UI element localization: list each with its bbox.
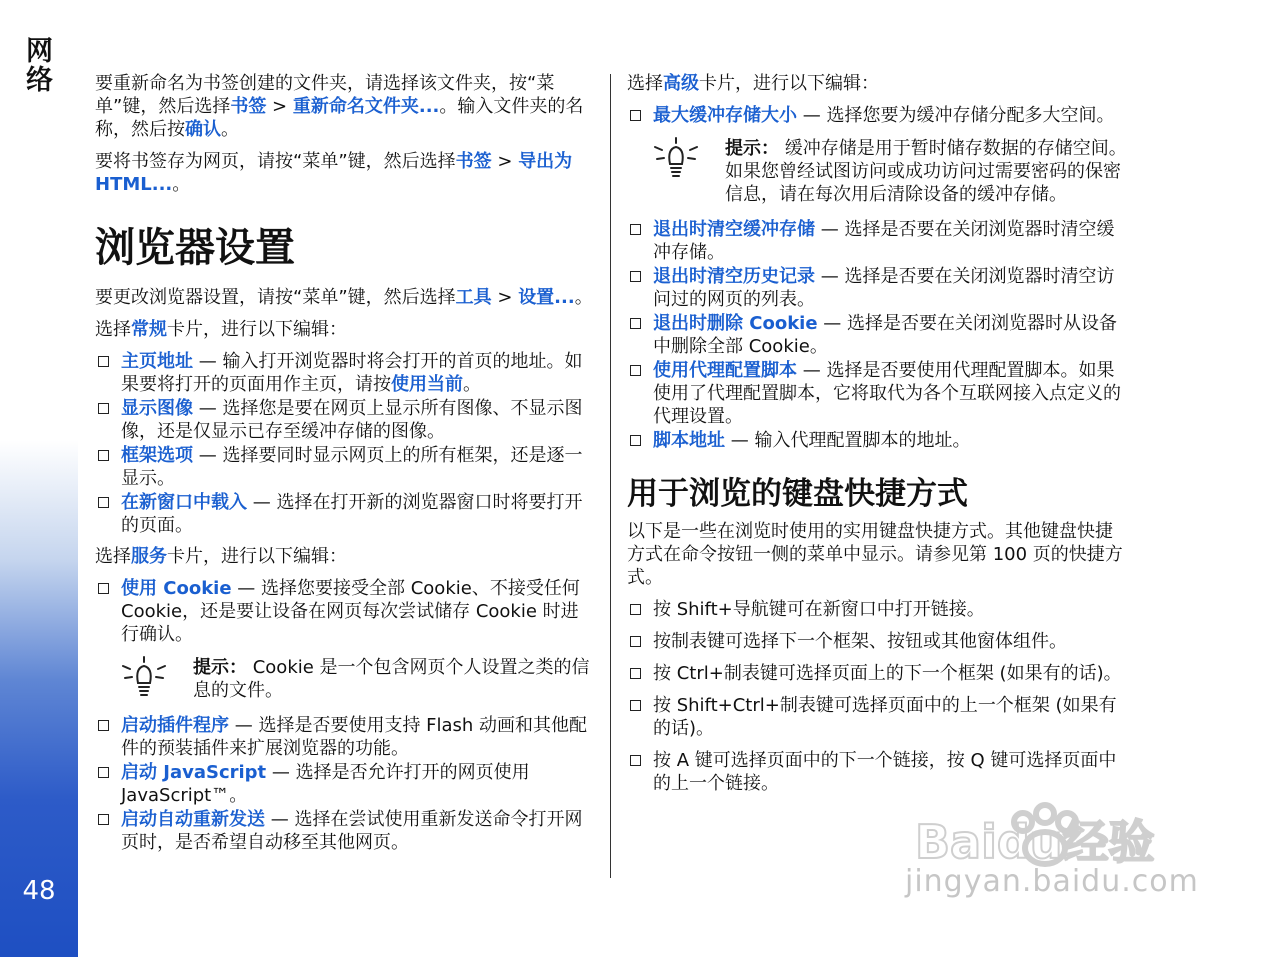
text-run: — 选择是否要使用支持 Flash 动画和其他配件的预装插件来扩展浏览器的功能。	[121, 715, 588, 759]
list-item	[95, 714, 595, 760]
watermark-text: Baidu经验	[915, 815, 1155, 869]
list-item	[95, 577, 595, 646]
text-run: 。	[463, 374, 481, 395]
browser-settings-heading: 浏览器设置	[95, 225, 295, 271]
tip-text: Cookie 是一个包含网页个人设置之类的信息的文件。	[193, 657, 590, 701]
menu-term: 启动插件程序	[121, 715, 229, 736]
text-run: 卡片，进行以下编辑：	[167, 546, 347, 567]
service-tab-paragraph	[95, 545, 595, 568]
text-run: 。	[221, 119, 239, 140]
keyboard-shortcuts-heading: 用于浏览的键盘快捷方式	[627, 476, 968, 512]
shortcut-item: 按制表键可选择下一个框架、按钮或其他窗体组件。	[627, 630, 1127, 653]
text-run: 。	[574, 287, 593, 308]
text-run: — 选择是否要在关闭浏览器时清空缓冲存储。	[653, 219, 1115, 263]
menu-term: 框架选项	[121, 445, 193, 466]
shortcut-item: 按 Shift+Ctrl+制表键可选择页面中的上一个框架 (如果有的话)。	[627, 694, 1127, 740]
text-run: — 选择要同时显示网页上的所有框架，还是逐一显示。	[121, 445, 583, 489]
list-item	[627, 218, 1127, 264]
text-run: 卡片，进行以下编辑：	[699, 73, 879, 94]
text-run: — 选择是否要在关闭浏览器时清空访问过的网页的列表。	[653, 266, 1115, 310]
text-run: — 选择在打开新的浏览器窗口时将要打开的页面。	[121, 492, 583, 536]
text-run: — 选择是否要使用代理配置脚本。如果使用了代理配置脚本，它将取代为各个互联网接入点定义的代理设置。	[653, 360, 1121, 427]
text-run: — 选择在尝试使用重新发送命令打开网页时，是否希望自动移至其他网页。	[121, 809, 583, 853]
page-number: 48	[22, 876, 56, 906]
advanced-tab-paragraph	[627, 72, 1127, 95]
text-run: 。输入文件夹的名称，然后按	[95, 96, 584, 140]
text-run: >	[491, 287, 519, 308]
shortcut-item: 按 Ctrl+制表键可选择页面上的下一个框架 (如果有的话)。	[627, 662, 1127, 685]
text-run: 要将书签存为网页，请按“菜单”键，然后选择	[95, 151, 456, 172]
column-divider	[610, 74, 611, 878]
text-run: 选择	[627, 73, 663, 94]
menu-term: 使用当前	[391, 374, 463, 395]
watermark-url: jingyan.baidu.com	[905, 864, 1199, 899]
lightbulb-icon	[653, 137, 699, 179]
list-item	[627, 312, 1127, 358]
list-item	[95, 491, 595, 537]
text-run: 选择	[95, 546, 131, 567]
menu-term: 导出为 HTML...	[95, 151, 573, 195]
list-item	[627, 265, 1127, 311]
menu-term: 使用 Cookie	[121, 578, 232, 599]
shortcuts-intro-paragraph: 以下是一些在浏览时使用的实用键盘快捷方式。其他键盘快捷方式在命令按钮一侧的菜单中显示。请参见第 100 页的快捷方式。	[627, 521, 1123, 588]
settings-intro-paragraph	[95, 286, 595, 309]
tip-text: 缓冲存储是用于暂时储存数据的存储空间。如果您曾经试图访问或成功访问过需要密码的保密信息，请在每次用后清除设备的缓冲存储。	[725, 138, 1127, 205]
general-tab-paragraph	[95, 318, 595, 341]
text-run: — 输入代理配置脚本的地址。	[725, 430, 971, 451]
text-run: — 选择您要接受全部 Cookie、不接受任何 Cookie，还是要让设备在网页每次尝试储存 Cookie 时进行确认。	[121, 578, 580, 645]
tip-label: 提示：	[725, 138, 779, 159]
menu-term: 脚本地址	[653, 430, 725, 451]
section-title: 网络	[21, 36, 52, 94]
menu-term: 使用代理配置脚本	[653, 360, 797, 381]
menu-term: 退出时清空缓冲存储	[653, 219, 815, 240]
cache-tip	[653, 137, 1127, 206]
menu-term: 退出时删除 Cookie	[653, 313, 818, 334]
text-run: 要更改浏览器设置，请按“菜单”键，然后选择	[95, 287, 456, 308]
text-run: — 选择您要为缓冲存储分配多大空间。	[797, 105, 1115, 126]
list-item	[627, 104, 1127, 127]
text-run: — 选择您是要在网页上显示所有图像、不显示图像，还是仅显示已存至缓冲存储的图像。	[121, 398, 583, 442]
menu-term: 主页地址	[121, 351, 193, 372]
menu-term: 重新命名文件夹...	[292, 96, 440, 117]
text-run: 要重新命名为书签创建的文件夹，请选择该文件夹，按“菜单”键，然后选择	[95, 73, 555, 117]
list-item	[627, 429, 1127, 452]
menu-term: 设置...	[518, 287, 575, 308]
text-run: >	[266, 96, 293, 117]
menu-term: 最大缓冲存储大小	[653, 105, 797, 126]
list-item	[95, 444, 595, 490]
text-run: 选择	[95, 319, 131, 340]
menu-term: 常规	[131, 319, 167, 340]
menu-term: 服务	[131, 546, 167, 567]
list-item	[95, 397, 595, 443]
menu-term: 确认	[185, 119, 221, 140]
text-run: — 输入打开浏览器时将会打开的首页的地址。如果要将打开的页面用作主页，请按	[121, 351, 583, 395]
text-run: — 选择是否要在关闭浏览器时从设备中删除全部 Cookie。	[653, 313, 1118, 357]
menu-term: 高级	[663, 73, 699, 94]
service-settings-list	[95, 714, 595, 854]
cookie-tip	[121, 656, 595, 702]
left-column	[95, 72, 595, 855]
right-column	[627, 72, 1127, 804]
shortcut-item: 按 A 键可选择页面中的下一个链接，按 Q 键可选择页面中的上一个链接。	[627, 749, 1127, 795]
shortcut-list	[627, 598, 1127, 795]
rename-folder-paragraph	[95, 72, 595, 141]
list-item	[95, 350, 595, 396]
list-item	[627, 359, 1127, 428]
general-settings-list	[95, 350, 595, 537]
menu-term: 在新窗口中载入	[121, 492, 247, 513]
sidebar-band	[0, 0, 78, 957]
menu-term: 显示图像	[121, 398, 193, 419]
menu-term: 书签	[455, 151, 492, 172]
text-run: >	[491, 151, 519, 172]
menu-term: 退出时清空历史记录	[653, 266, 815, 287]
export-html-paragraph	[95, 150, 595, 196]
menu-term: 书签	[230, 96, 267, 117]
text-run: 卡片，进行以下编辑：	[167, 319, 347, 340]
advanced-settings-list	[627, 218, 1127, 452]
list-item	[95, 761, 595, 807]
menu-term: 启动 JavaScript	[121, 762, 267, 783]
text-run: — 选择是否允许打开的网页使用 JavaScript™。	[121, 762, 530, 806]
list-item	[95, 808, 595, 854]
text-run: 。	[172, 174, 191, 195]
shortcut-item: 按 Shift+导航键可在新窗口中打开链接。	[627, 598, 1127, 621]
tip-label: 提示：	[193, 657, 247, 678]
menu-term: 启动自动重新发送	[121, 809, 265, 830]
menu-term: 工具	[455, 287, 492, 308]
lightbulb-icon	[121, 656, 167, 698]
